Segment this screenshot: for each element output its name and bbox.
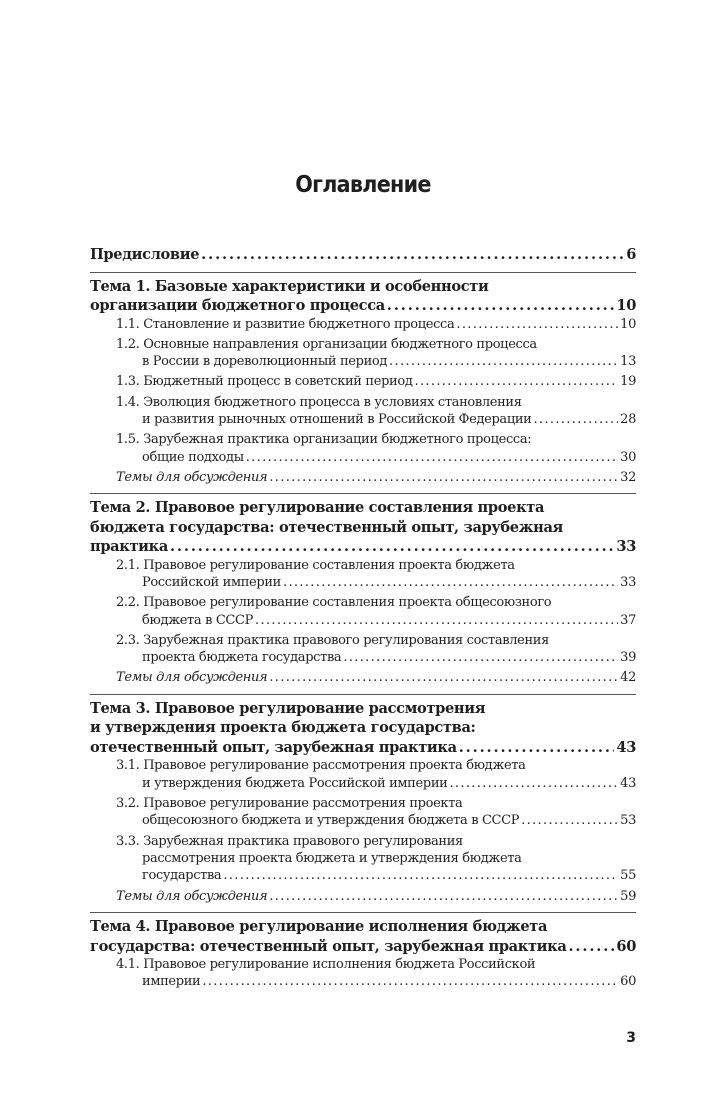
toc-entry-label: и утверждения проекта бюджета государства: [90, 719, 476, 737]
toc-entry-line [116, 316, 636, 333]
toc-subsection[interactable] [90, 632, 636, 667]
toc-entry-line [116, 574, 636, 591]
toc-entry-line [116, 394, 636, 411]
toc-entry-line [116, 557, 636, 574]
toc-entry-label: в России в дореволюционный период [142, 354, 388, 370]
toc-topic-heading[interactable] [90, 917, 636, 956]
toc-subsection[interactable] [90, 594, 636, 629]
toc-page-number: 42 [620, 670, 636, 686]
toc-subsection[interactable] [90, 557, 636, 592]
toc-entry-label: рассмотрения проекта бюджета и утверждения бюджета [142, 851, 522, 866]
toc-entry-line [116, 594, 636, 611]
toc-page-number: 28 [620, 411, 636, 427]
toc-page-number: 39 [620, 650, 636, 666]
toc-entry-label: 4.1. Правовое регулирование исполнения бюджета Российской [116, 957, 536, 973]
toc-entry-line [116, 449, 636, 466]
dot-leader [521, 812, 618, 829]
page-number: 3 [626, 1030, 636, 1046]
dot-leader [568, 937, 614, 957]
toc-entry-line [90, 699, 636, 719]
dot-leader [246, 449, 618, 466]
dot-leader [223, 867, 618, 884]
toc-page-number: 6 [626, 246, 636, 263]
toc-entry-line [90, 537, 636, 557]
toc-entry-label: 2.3. Зарубежная практика правового регулирования составления [116, 632, 549, 648]
toc-entry-line [116, 431, 636, 448]
toc-subsection[interactable] [90, 431, 636, 466]
toc-entry-label: общие подходы [142, 449, 244, 465]
toc-entry-label: 3.2. Правовое регулирование рассмотрения проекта [116, 795, 463, 811]
toc-entry-line [90, 498, 636, 518]
toc-discussion[interactable] [90, 469, 636, 486]
toc-entry-line [116, 795, 636, 812]
toc-entry-line [116, 775, 636, 792]
toc-entry-line [116, 867, 636, 884]
dot-leader [533, 411, 618, 428]
toc-page-number: 33 [616, 538, 636, 556]
toc-page-number: 43 [616, 738, 636, 756]
toc-subsection[interactable] [90, 795, 636, 830]
toc-entry-label: Российской империи [142, 575, 281, 591]
toc-entry-line [90, 937, 636, 957]
toc-preface[interactable] [90, 245, 636, 265]
dot-leader [387, 296, 615, 316]
dot-leader [414, 373, 618, 390]
toc-topic [90, 272, 636, 487]
toc-topic [90, 694, 636, 905]
toc-page-number: 60 [616, 937, 636, 955]
dot-leader [202, 973, 618, 990]
toc-entry-label: проекта бюджета государства [142, 650, 342, 666]
toc-entry-line [116, 833, 636, 850]
toc-subsection[interactable] [90, 336, 636, 371]
toc-entry-line [116, 612, 636, 629]
toc-entry-line [90, 917, 636, 937]
toc-entry-line [90, 738, 636, 758]
toc-entry-label: организации бюджетного процесса [90, 297, 385, 314]
dot-leader [269, 669, 618, 686]
dot-leader [456, 316, 618, 333]
toc-discussion[interactable] [90, 888, 636, 905]
toc-entry-line [116, 411, 636, 428]
dot-leader [269, 469, 618, 486]
toc-entry-label: 1.3. Бюджетный процесс в советский период [116, 374, 413, 390]
toc-entry-line [116, 336, 636, 353]
toc-subsection[interactable] [90, 956, 636, 991]
toc-entry-label: бюджета государства: отечественный опыт, зарубежная [90, 518, 563, 536]
separator-line [90, 272, 636, 273]
toc-page-number: 59 [620, 888, 636, 904]
toc-entry-label: бюджета в СССР [142, 612, 254, 628]
toc-entry-label: Темы для обсуждения [116, 888, 268, 904]
toc-page-number: 53 [620, 813, 636, 829]
dot-leader [283, 574, 618, 591]
toc-page-number: 33 [620, 575, 636, 591]
toc-entry-label: Темы для обсуждения [116, 670, 268, 686]
dot-leader [459, 738, 615, 758]
toc-entry-line [116, 757, 636, 774]
toc-entry-label: империи [142, 974, 201, 990]
toc-entry-line [116, 956, 636, 973]
toc-entry-label: Тема 2. Правовое регулирование составления проекта [90, 499, 545, 517]
toc-entry-label: 3.3. Зарубежная практика правового регулирования [116, 833, 463, 849]
toc-entry-label: 2.1. Правовое регулирование составления проекта бюджета [116, 557, 515, 573]
dot-leader [170, 537, 614, 557]
toc-entry-label: практика [90, 538, 168, 556]
toc-entry-label: 2.2. Правовое регулирование составления проекта общесоюзного [116, 595, 552, 611]
toc-entry-label: государства [142, 868, 222, 884]
dot-leader [201, 245, 624, 265]
separator-line [90, 493, 636, 494]
toc-entry-line [90, 518, 636, 538]
toc-subsection[interactable] [90, 757, 636, 792]
toc-entry-label: отечественный опыт, зарубежная практика [90, 738, 457, 756]
toc-page-number: 55 [620, 868, 636, 884]
toc-entry-label: 3.1. Правовое регулирование рассмотрения проекта бюджета [116, 758, 526, 774]
toc-page-number: 10 [616, 297, 636, 314]
dot-leader [449, 775, 618, 792]
toc-entry-line [116, 373, 636, 390]
toc-entry-label: 1.5. Зарубежная практика организации бюджетного процесса: [116, 432, 532, 448]
toc-entry-line [116, 649, 636, 666]
toc-entry-line [90, 718, 636, 738]
toc-entry-line [90, 296, 636, 316]
toc-entry-line [90, 277, 636, 297]
dot-leader [269, 888, 618, 905]
toc-entry-line [116, 850, 636, 867]
toc-entry-label: и развития рыночных отношений в Российской Федерации [142, 411, 532, 427]
separator-line [90, 694, 636, 695]
toc-subsection[interactable] [90, 373, 636, 390]
toc-entry-label: 1.4. Эволюция бюджетного процесса в условиях становления [116, 394, 522, 410]
page-title: Оглавление [295, 172, 431, 198]
toc-entry-label: Тема 1. Базовые характеристики и особенности [90, 277, 489, 295]
toc-discussion[interactable] [90, 669, 636, 686]
toc-subsection[interactable] [90, 833, 636, 885]
toc-entry-label: и утверждения бюджета Российской империи [142, 775, 448, 791]
toc-page-number: 10 [620, 316, 636, 332]
separator-line [90, 912, 636, 913]
toc-subsection[interactable] [90, 316, 636, 333]
dot-leader [255, 612, 618, 629]
toc-entry-label: Предисловие [90, 246, 200, 263]
toc-page-number: 60 [620, 974, 636, 990]
toc-entry-label: Темы для обсуждения [116, 469, 268, 485]
toc-entry-label: общесоюзного бюджета и утверждения бюджета в СССР [142, 813, 520, 829]
toc-entry-line [116, 632, 636, 649]
toc-page-number: 37 [620, 612, 636, 628]
toc-page-number: 43 [620, 775, 636, 791]
toc-topic-heading[interactable] [90, 699, 636, 758]
toc-topic-heading[interactable] [90, 277, 636, 316]
toc-page-number: 13 [620, 354, 636, 370]
dot-leader [389, 353, 618, 370]
toc-topic [90, 912, 636, 991]
table-of-contents [90, 245, 636, 998]
toc-entry-label: государства: отечественный опыт, зарубежная практика [90, 937, 567, 955]
toc-topic-heading[interactable] [90, 498, 636, 557]
toc-page-number: 19 [620, 374, 636, 390]
toc-entry-line [90, 245, 636, 265]
dot-leader [343, 649, 618, 666]
toc-topic [90, 493, 636, 687]
toc-page-number: 32 [620, 469, 636, 485]
toc-entry-line [116, 353, 636, 370]
toc-entry-line [116, 812, 636, 829]
toc-entry-line [116, 973, 636, 990]
toc-entry-label: 1.1. Становление и развитие бюджетного процесса [116, 316, 455, 332]
toc-subsection[interactable] [90, 394, 636, 429]
toc-entry-label: 1.2. Основные направления организации бюджетного процесса [116, 336, 537, 352]
toc-entry-label: Тема 4. Правовое регулирование исполнения бюджета [90, 918, 548, 936]
toc-page-number: 30 [620, 449, 636, 465]
toc-entry-label: Тема 3. Правовое регулирование рассмотрения [90, 699, 486, 717]
